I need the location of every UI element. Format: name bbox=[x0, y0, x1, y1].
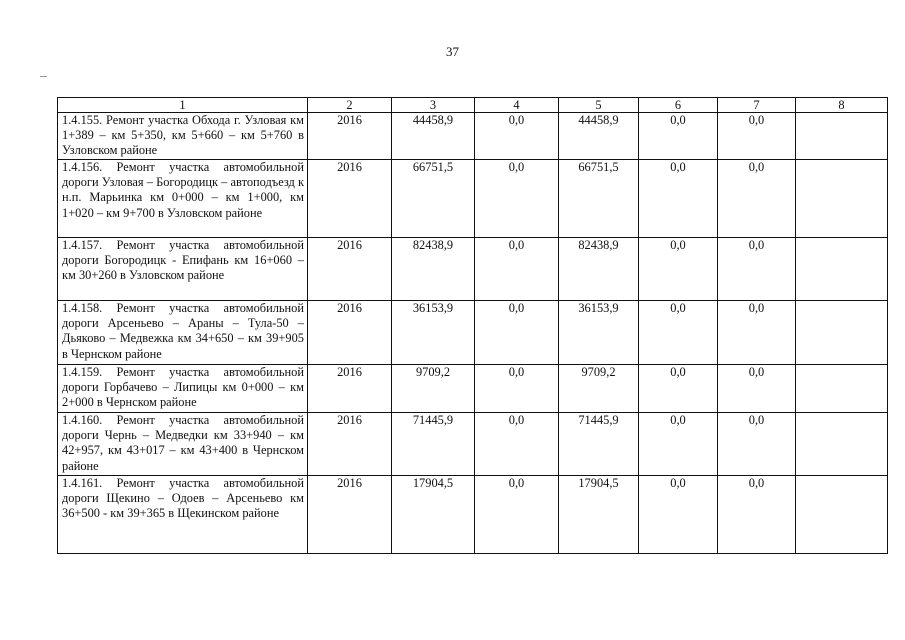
row-value-col5: 44458,9 bbox=[559, 113, 639, 160]
table-row bbox=[58, 476, 888, 554]
page-number: 37 bbox=[446, 44, 459, 59]
row-value-col6: 0,0 bbox=[639, 113, 718, 160]
row-value-col4: 0,0 bbox=[475, 365, 559, 413]
column-header: 3 bbox=[392, 98, 475, 113]
column-header: 7 bbox=[718, 98, 796, 113]
table-row bbox=[58, 301, 888, 365]
row-value-col3: 44458,9 bbox=[392, 113, 475, 160]
row-value-col3: 71445,9 bbox=[392, 413, 475, 476]
row-value-col3: 82438,9 bbox=[392, 238, 475, 301]
row-description: 1.4.160. Ремонт участка автомобильной дороги Чернь – Медведки км 33+940 – км 42+957, км 43+017 – км 43+400 в Чернском районе bbox=[58, 413, 308, 476]
row-value-col5: 66751,5 bbox=[559, 160, 639, 238]
row-value-col4: 0,0 bbox=[475, 301, 559, 365]
row-value-col4: 0,0 bbox=[475, 160, 559, 238]
row-value-col7: 0,0 bbox=[718, 160, 796, 238]
row-value-col8 bbox=[796, 413, 888, 476]
column-header: 1 bbox=[58, 98, 308, 113]
table-row bbox=[58, 113, 888, 160]
row-value-col3: 36153,9 bbox=[392, 301, 475, 365]
row-value-col3: 17904,5 bbox=[392, 476, 475, 554]
row-value-col4: 0,0 bbox=[475, 413, 559, 476]
table-row bbox=[58, 365, 888, 413]
row-value-col8 bbox=[796, 160, 888, 238]
row-description: 1.4.157. Ремонт участка автомобильной дороги Богородицк - Епифань км 16+060 – км 30+260 в Узловском районе bbox=[58, 238, 308, 301]
row-value-col8 bbox=[796, 113, 888, 160]
row-value-col8 bbox=[796, 301, 888, 365]
row-value-col6: 0,0 bbox=[639, 413, 718, 476]
column-header: 6 bbox=[639, 98, 718, 113]
row-value-col5: 9709,2 bbox=[559, 365, 639, 413]
row-description: 1.4.156. Ремонт участка автомобильной дороги Узловая – Богородицк – автоподъезд к н.п. Марьинка км 0+000 – км 1+000, км 1+020 – км 9+700 в Узловском районе bbox=[58, 160, 308, 238]
row-value-col5: 36153,9 bbox=[559, 301, 639, 365]
row-value-col8 bbox=[796, 238, 888, 301]
row-value-col8 bbox=[796, 476, 888, 554]
row-value-col3: 66751,5 bbox=[392, 160, 475, 238]
row-description: 1.4.155. Ремонт участка Обхода г. Узловая км 1+389 – км 5+350, км 5+660 – км 5+760 в Узловском районе bbox=[58, 113, 308, 160]
road-repair-table bbox=[57, 97, 888, 554]
row-description: 1.4.158. Ремонт участка автомобильной дороги Арсеньево – Араны – Тула-50 – Дьяково – Медвежка км 34+650 – км 39+905 в Чернском районе bbox=[58, 301, 308, 365]
row-value-col4: 0,0 bbox=[475, 238, 559, 301]
table-row bbox=[58, 160, 888, 238]
row-year: 2016 bbox=[308, 476, 392, 554]
row-description: 1.4.161. Ремонт участка автомобильной дороги Щекино – Одоев – Арсеньево км 36+500 - км 39+365 в Щекинском районе bbox=[58, 476, 308, 554]
column-header: 5 bbox=[559, 98, 639, 113]
row-value-col5: 17904,5 bbox=[559, 476, 639, 554]
row-value-col7: 0,0 bbox=[718, 238, 796, 301]
column-header: 4 bbox=[475, 98, 559, 113]
table-row bbox=[58, 238, 888, 301]
row-value-col7: 0,0 bbox=[718, 301, 796, 365]
row-year: 2016 bbox=[308, 301, 392, 365]
row-year: 2016 bbox=[308, 365, 392, 413]
row-value-col6: 0,0 bbox=[639, 160, 718, 238]
row-value-col5: 71445,9 bbox=[559, 413, 639, 476]
row-year: 2016 bbox=[308, 160, 392, 238]
row-year: 2016 bbox=[308, 113, 392, 160]
row-value-col7: 0,0 bbox=[718, 365, 796, 413]
row-value-col7: 0,0 bbox=[718, 113, 796, 160]
row-year: 2016 bbox=[308, 413, 392, 476]
row-description: 1.4.159. Ремонт участка автомобильной дороги Горбачево – Липицы км 0+000 – км 2+000 в Чернском районе bbox=[58, 365, 308, 413]
row-value-col5: 82438,9 bbox=[559, 238, 639, 301]
row-value-col6: 0,0 bbox=[639, 365, 718, 413]
column-number-row bbox=[58, 98, 888, 113]
row-value-col6: 0,0 bbox=[639, 476, 718, 554]
row-value-col6: 0,0 bbox=[639, 301, 718, 365]
scan-mark bbox=[40, 76, 47, 77]
row-value-col7: 0,0 bbox=[718, 476, 796, 554]
row-value-col4: 0,0 bbox=[475, 113, 559, 160]
column-header: 2 bbox=[308, 98, 392, 113]
row-value-col3: 9709,2 bbox=[392, 365, 475, 413]
row-value-col8 bbox=[796, 365, 888, 413]
row-value-col7: 0,0 bbox=[718, 413, 796, 476]
column-header: 8 bbox=[796, 98, 888, 113]
row-year: 2016 bbox=[308, 238, 392, 301]
row-value-col6: 0,0 bbox=[639, 238, 718, 301]
table-row bbox=[58, 413, 888, 476]
row-value-col4: 0,0 bbox=[475, 476, 559, 554]
